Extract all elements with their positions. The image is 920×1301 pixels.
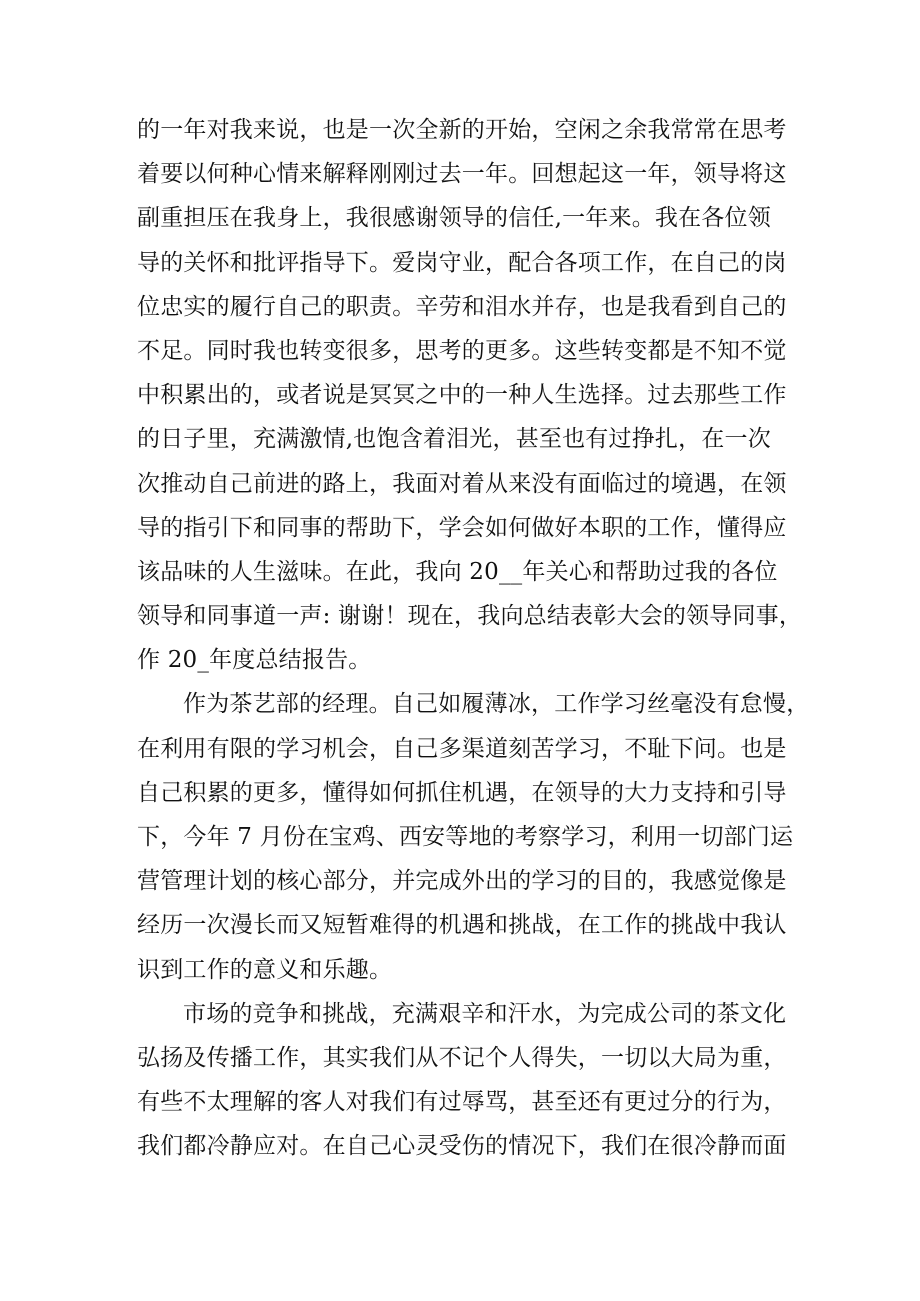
text-line: 我们都冷静应对。在自己心灵受伤的情况下，我们在很冷静而面 [137, 1133, 787, 1160]
text-line: 导的指引下和同事的帮助下，学会如何做好本职的工作，懂得应 [137, 514, 787, 541]
text-line: 不足。同时我也转变很多，思考的更多。这些转变都是不知不觉 [137, 337, 787, 364]
text-line: 营管理计划的核心部分，并完成外出的学习的目的，我感觉像是 [137, 868, 787, 895]
text-line: 自己积累的更多，懂得如何抓住机遇，在领导的大力支持和引导 [137, 779, 787, 806]
text-line: 中积累出的，或者说是冥冥之中的一种人生选择。过去那些工作 [137, 382, 787, 409]
paragraph-3 [137, 992, 787, 1169]
text-line-indented: 市场的竞争和挑战，充满艰辛和汗水，为完成公司的茶文化 [183, 1000, 787, 1027]
text-line: 位忠实的履行自己的职责。辛劳和泪水并存，也是我看到自己的 [137, 293, 787, 320]
text-line: 作 20_年度总结报告。 [137, 647, 372, 674]
text-line: 的日子里，充满激情,也饱含着泪光，甚至也有过挣扎，在一次 [137, 426, 771, 453]
text-line: 识到工作的意义和乐趣。 [137, 956, 393, 983]
text-line: 副重担压在我身上，我很感谢领导的信任,一年来。我在各位领 [137, 205, 771, 232]
text-line: 领导和同事道一声: 谢谢！现在，我向总结表彰大会的领导同事， [137, 603, 803, 630]
text-line: 下，今年 7 月份在宝鸡、西安等地的考察学习，利用一切部门运 [137, 824, 794, 850]
text-line: 导的关怀和批评指导下。爱岗守业，配合各项工作，在自己的岗 [137, 249, 787, 276]
paragraph-1 [137, 108, 803, 682]
text-line: 的一年对我来说，也是一次全新的开始，空闲之余我常常在思考 [137, 117, 787, 143]
text-line: 有些不太理解的客人对我们有过辱骂，甚至还有更过分的行为， [137, 1089, 787, 1116]
text-line: 在利用有限的学习机会，自己多渠道刻苦学习，不耻下问。也是 [137, 735, 787, 762]
paragraph-2 [137, 682, 810, 991]
document-page [137, 108, 810, 1169]
text-line: 该品味的人生滋味。在此，我向 20__年关心和帮助过我的各位 [137, 558, 778, 585]
text-line-indented: 作为茶艺部的经理。自己如履薄冰，工作学习丝毫没有怠慢， [183, 691, 810, 718]
text-line: 弘扬及传播工作，其实我们从不记个人得失，一切以大局为重， [137, 1044, 787, 1071]
text-line: 经历一次漫长而又短暂难得的机遇和挑战，在工作的挑战中我认 [137, 912, 787, 939]
text-line: 着要以何种心情来解释刚刚过去一年。回想起这一年，领导将这 [137, 161, 787, 188]
text-line: 次推动自己前进的路上，我面对着从来没有面临过的境遇，在领 [137, 470, 787, 497]
